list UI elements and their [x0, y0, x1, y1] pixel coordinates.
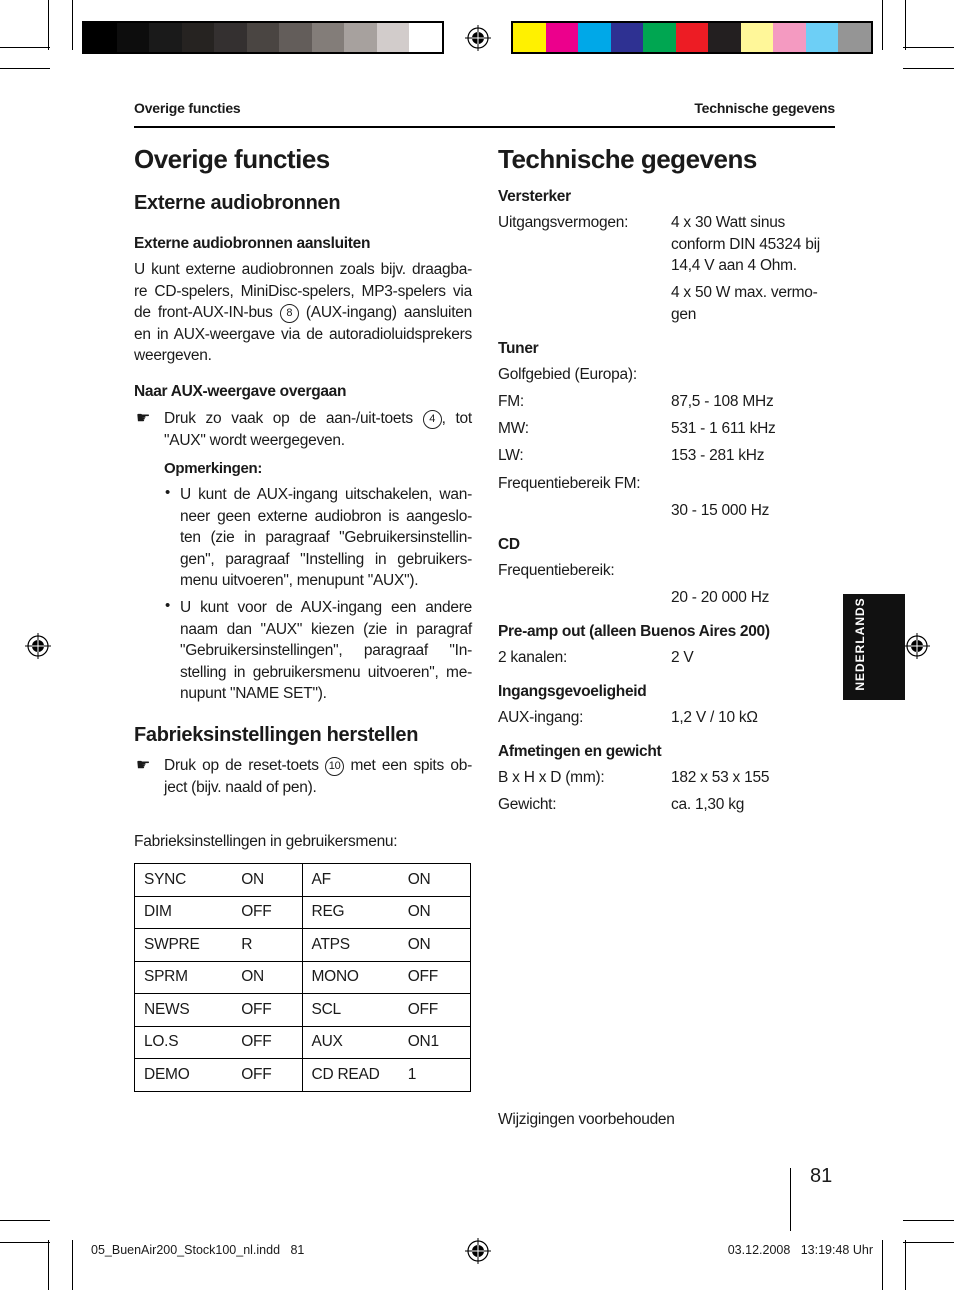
- spec-heading: Ingangsgevoeligheid: [498, 683, 647, 700]
- table-cell: ON: [399, 864, 471, 897]
- table-cell: SYNC: [135, 864, 233, 897]
- table-cell: DIM: [135, 896, 233, 929]
- crop-mark: [903, 1242, 954, 1243]
- crop-mark: [48, 1240, 49, 1290]
- spec-heading: Versterker: [498, 188, 571, 205]
- subheading: Externe audiobronnen aansluiten: [134, 235, 371, 252]
- table-cell: SCL: [302, 994, 399, 1027]
- color-swatch: [676, 23, 709, 52]
- crop-mark: [72, 0, 73, 50]
- crop-mark: [905, 1240, 906, 1290]
- spec-label: Uitgangsvermogen:: [498, 214, 629, 231]
- crop-mark: [882, 0, 883, 50]
- spec-label: LW:: [498, 447, 524, 464]
- paragraph-aux-connect: U kunt externe audiobronnen zoals bijv. draagba-re CD-spelers, MiniDisc-spelers, MP3-spelers via de front-AUX-IN-bus 8 (AUX-ingang) aansluiten en in AUX-weergave via de autoradioluidsprekers weergeven.: [134, 261, 472, 364]
- color-swatch: [708, 23, 741, 52]
- color-swatch: [312, 23, 345, 52]
- spec-heading: CD: [498, 536, 520, 553]
- table-cell: MONO: [302, 961, 399, 994]
- spec-label: B x H x D (mm):: [498, 769, 605, 786]
- registration-mark-icon: [465, 25, 491, 51]
- spec-value: 4 x 30 Watt sinus conform DIN 45324 bij 14,4 V aan 4 Ohm.: [671, 214, 820, 274]
- color-swatch: [214, 23, 247, 52]
- table-cell: OFF: [399, 994, 471, 1027]
- color-swatch: [611, 23, 644, 52]
- color-swatch: [84, 23, 117, 52]
- table-cell: DEMO: [135, 1059, 233, 1092]
- crop-mark: [882, 1240, 883, 1290]
- table-cell: AF: [302, 864, 399, 897]
- color-swatch: [513, 23, 546, 52]
- table-cell: OFF: [232, 896, 302, 929]
- table-caption: Fabrieksinstellingen in gebruikersmenu:: [134, 833, 398, 850]
- page-title-right: Technische gegevens: [498, 144, 757, 174]
- page-number-rule: [790, 1168, 791, 1231]
- table-cell: OFF: [232, 994, 302, 1027]
- table-cell: OFF: [232, 1059, 302, 1092]
- key-number-badge: 8: [280, 304, 299, 323]
- crop-mark: [0, 1242, 50, 1243]
- footer-file-info: 05_BuenAir200_Stock100_nl.indd 81: [91, 1243, 305, 1257]
- table-cell: ATPS: [302, 929, 399, 962]
- crop-mark: [903, 1220, 954, 1221]
- bullet-dot: •: [165, 484, 171, 501]
- spec-label: Frequentiebereik:: [498, 562, 615, 579]
- spec-value: 531 - 1 611 kHz: [671, 420, 776, 437]
- factory-settings-table: [134, 863, 471, 1092]
- header-rule: [134, 126, 835, 128]
- table-row: [135, 929, 471, 962]
- footer-timestamp: 03.12.2008 13:19:48 Uhr: [727, 1243, 873, 1257]
- table-cell: 1: [399, 1059, 471, 1092]
- color-swatch: [838, 23, 871, 52]
- key-number-badge: 4: [423, 410, 442, 429]
- color-swatch: [741, 23, 774, 52]
- table-cell: AUX: [302, 1026, 399, 1059]
- section-heading: Fabrieksinstellingen herstellen: [134, 724, 419, 746]
- color-swatch: [117, 23, 150, 52]
- running-header-left: Overige functies: [134, 100, 241, 116]
- subheading: Naar AUX-weergave overgaan: [134, 383, 347, 400]
- key-number-badge: 10: [325, 757, 344, 776]
- color-swatch: [773, 23, 806, 52]
- registration-mark-icon: [25, 633, 51, 659]
- table-cell: ON1: [399, 1026, 471, 1059]
- process-color-bar: [511, 21, 873, 54]
- table-row: [135, 1059, 471, 1092]
- language-tab-label: NEDERLANDS: [853, 597, 867, 691]
- crop-mark: [903, 68, 954, 69]
- running-header-right: Technische gegevens: [694, 100, 835, 116]
- color-swatch: [344, 23, 377, 52]
- instruction-step: Druk op de reset-toets 10 met een spits ob-ject (bijv. naald of pen).: [164, 757, 472, 796]
- color-swatch: [643, 23, 676, 52]
- spec-label: AUX-ingang:: [498, 709, 584, 726]
- color-swatch: [546, 23, 579, 52]
- note-item: U kunt voor de AUX-ingang een andere naam dan "AUX" kiezen (zie in paragraf "Gebruikersinstellingen", paragraaf "In-stelling in gebruikersmenu uitvoeren", me-nupunt "NAME SET").: [180, 599, 472, 702]
- instruction-step: Druk zo vaak op de aan-/uit-toets 4 , tot "AUX" wordt weergegeven.: [164, 410, 472, 449]
- table-cell: ON: [399, 929, 471, 962]
- spec-value: 2 V: [671, 649, 694, 666]
- table-cell: NEWS: [135, 994, 233, 1027]
- notes-heading: Opmerkingen:: [164, 460, 263, 477]
- color-swatch: [182, 23, 215, 52]
- registration-mark-icon: [904, 633, 930, 659]
- spec-label: FM:: [498, 393, 524, 410]
- table-row: [135, 994, 471, 1027]
- color-swatch: [409, 23, 442, 52]
- note-item: U kunt de AUX-ingang uitschakelen, wan-neer geen externe audiobron is aangeslo-ten (zie in paragraaf "Gebruikersinstellin-gen", paragraaf "Instelling in gebruikers-menu uitvoeren", menupunt "AUX").: [180, 486, 472, 589]
- table-cell: SWPRE: [135, 929, 233, 962]
- crop-mark: [48, 0, 49, 50]
- bullet-dot: •: [165, 597, 171, 614]
- grayscale-color-bar: [82, 21, 444, 54]
- spec-heading: Tuner: [498, 340, 539, 357]
- spec-label: Golfgebied (Europa):: [498, 366, 637, 383]
- spec-value: 20 - 20 000 Hz: [671, 589, 770, 606]
- color-swatch: [149, 23, 182, 52]
- table-row: [135, 1026, 471, 1059]
- spec-value: 153 - 281 kHz: [671, 447, 765, 464]
- disclaimer: Wijzigingen voorbehouden: [498, 1111, 675, 1128]
- color-swatch: [279, 23, 312, 52]
- spec-value: 87,5 - 108 MHz: [671, 393, 774, 410]
- table-cell: ON: [232, 961, 302, 994]
- spec-value: 182 x 53 x 155: [671, 769, 770, 786]
- table-cell: LO.S: [135, 1026, 233, 1059]
- crop-mark: [0, 47, 50, 48]
- color-swatch: [806, 23, 839, 52]
- crop-mark: [0, 1220, 50, 1221]
- page-title-left: Overige functies: [134, 144, 330, 174]
- crop-mark: [0, 68, 50, 69]
- spec-label: Gewicht:: [498, 796, 557, 813]
- spec-label: Frequentiebereik FM:: [498, 475, 641, 492]
- spec-value: ca. 1,30 kg: [671, 796, 745, 813]
- table-cell: SPRM: [135, 961, 233, 994]
- table-row: [135, 896, 471, 929]
- spec-label: MW:: [498, 420, 529, 437]
- color-swatch: [247, 23, 280, 52]
- spec-value: 4 x 50 W max. vermo-gen: [671, 284, 818, 323]
- page-number: 81: [810, 1165, 833, 1187]
- spec-value: 1,2 V / 10 kΩ: [671, 709, 758, 726]
- hand-pointer-icon: ☛: [136, 410, 151, 427]
- table-cell: REG: [302, 896, 399, 929]
- table-row: [135, 864, 471, 897]
- crop-mark: [903, 47, 954, 48]
- crop-mark: [72, 1240, 73, 1290]
- table-cell: ON: [399, 896, 471, 929]
- spec-value: 30 - 15 000 Hz: [671, 502, 770, 519]
- language-tab: [843, 594, 905, 700]
- table-row: [135, 961, 471, 994]
- registration-mark-icon: [465, 1238, 491, 1264]
- spec-label: 2 kanalen:: [498, 649, 568, 666]
- spec-heading: Afmetingen en gewicht: [498, 743, 662, 760]
- table-cell: R: [232, 929, 302, 962]
- table-cell: CD READ: [302, 1059, 399, 1092]
- color-swatch: [578, 23, 611, 52]
- section-heading: Externe audiobronnen: [134, 192, 341, 214]
- table-cell: OFF: [399, 961, 471, 994]
- hand-pointer-icon: ☛: [136, 757, 151, 774]
- color-swatch: [377, 23, 410, 52]
- spec-heading: Pre-amp out (alleen Buenos Aires 200): [498, 623, 770, 640]
- table-cell: ON: [232, 864, 302, 897]
- table-cell: OFF: [232, 1026, 302, 1059]
- crop-mark: [905, 0, 906, 50]
